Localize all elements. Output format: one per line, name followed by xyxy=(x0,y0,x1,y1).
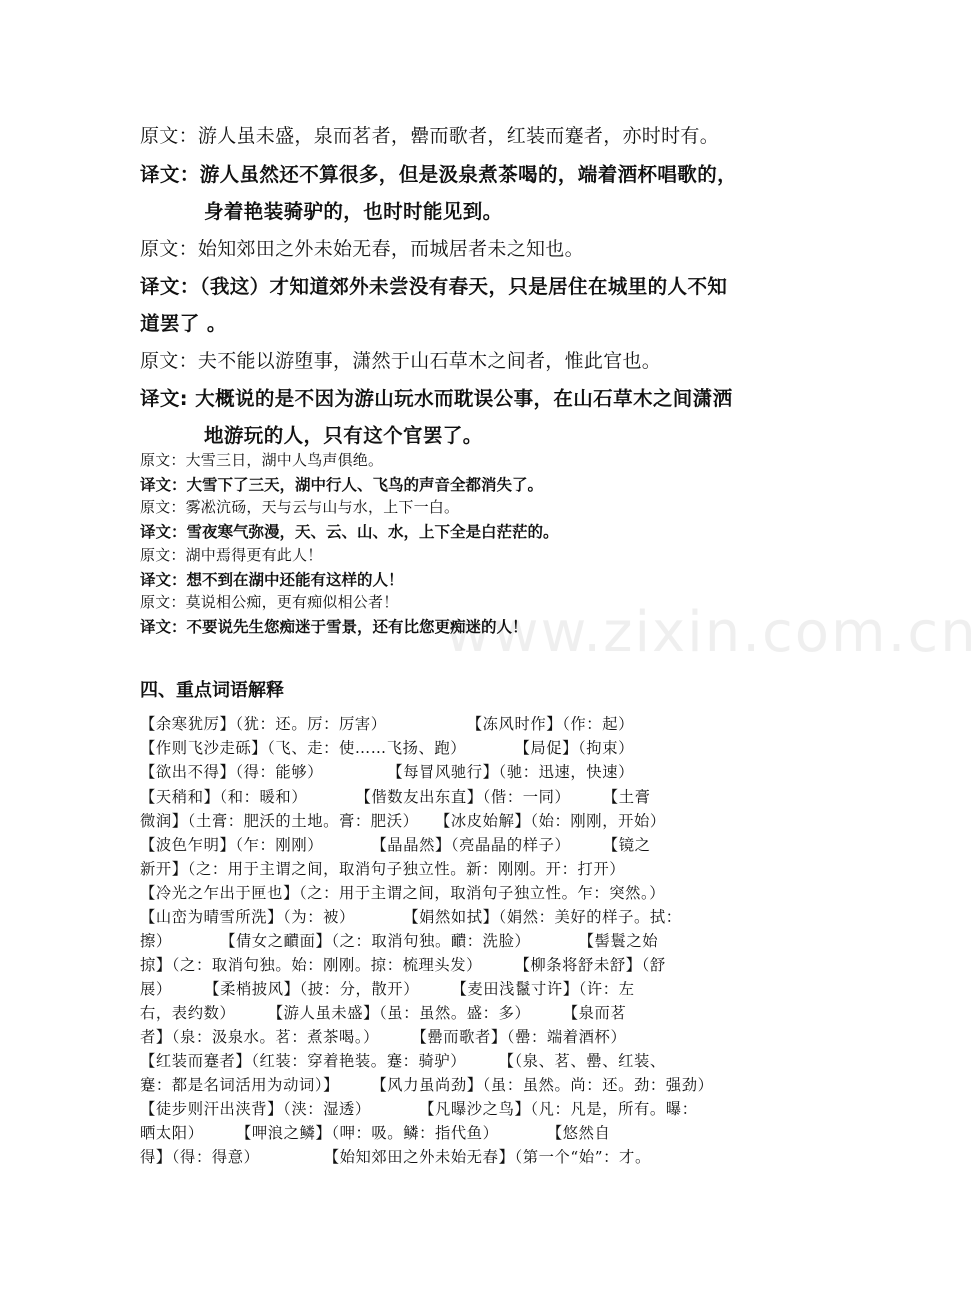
original-line: 原文：始知郊田之外未始无春，而城居者未之知也。 xyxy=(140,238,584,260)
glossary-line: 【余寒犹厉】（犹：还。厉：厉害） 【冻风时作】（作：起） xyxy=(140,715,634,733)
original-line: 原文：大雪三日，湖中人鸟声俱绝。 xyxy=(140,451,384,469)
translation-line: 译文：大雪下了三天，湖中行人、飞鸟的声音全都消失了。 xyxy=(140,476,544,494)
translation-line: 译文：不要说先生您痴迷于雪景，还有比您更痴迷的人！ xyxy=(140,618,528,636)
translation-line: 译文：想不到在湖中还能有这样的人！ xyxy=(140,571,404,589)
glossary-line: 【徒步则汗出浃背】（浃：湿透） 【凡曝沙之鸟】（凡：凡是，所有。曝： xyxy=(140,1100,698,1118)
glossary-line: 微润】（土膏：肥沃的土地。膏：肥沃） 【冰皮始解】（始：刚刚，开始） xyxy=(140,812,666,830)
glossary-line: 【冷光之乍出于匣也】（之：用于主谓之间，取消句子独立性。乍：突然。） xyxy=(140,884,666,902)
glossary-line: 【作则飞沙走砾】（飞、走：使……飞扬、跑） 【局促】（拘束） xyxy=(140,739,634,757)
translation-line: 地游玩的人，只有这个官罢了。 xyxy=(204,424,483,447)
glossary-line: 蹇：都是名词活用为动词）】 【风力虽尚劲】（虽：虽然。尚：还。劲：强劲） xyxy=(140,1076,714,1094)
glossary-line: 得】（得：得意） 【始知郊田之外未始无春】（第一个“始”：才。 xyxy=(140,1148,651,1166)
translation-line: 译文: 大概说的是不因为游山玩水而耽误公事，在山石草木之间潇洒 xyxy=(140,387,733,410)
translation-line: 译文：（我这）才知道郊外未尝没有春天，只是居住在城里的人不知 xyxy=(140,275,728,298)
translation-line: 译文：游人虽然还不算很多，但是汲泉煮茶喝的，端着酒杯唱歌的， xyxy=(140,163,738,186)
glossary-line: 新开】（之：用于主谓之间，取消句子独立性。新：刚刚。开：打开） xyxy=(140,860,626,878)
glossary-line: 【波色乍明】（乍：刚刚） 【晶晶然】（亮晶晶的样子） 【镜之 xyxy=(140,836,651,854)
original-line: 原文：莫说相公痴，更有痴似相公者！ xyxy=(140,593,399,611)
glossary-line: 右，表约数） 【游人虽未盛】（虽：虽然。盛：多） 【泉而茗 xyxy=(140,1004,627,1022)
original-line: 原文：游人虽未盛，泉而茗者，罍而歌者，红装而蹇者，亦时时有。 xyxy=(140,125,720,147)
watermark: www.zixin.com.cn xyxy=(445,600,978,665)
original-line: 原文：夫不能以游堕事，潇然于山石草木之间者，惟此官也。 xyxy=(140,350,662,372)
translation-line: 译文：雪夜寒气弥漫，天、云、山、水，上下全是白茫茫的。 xyxy=(140,523,559,541)
glossary-line: 擦） 【倩女之靧面】（之：取消句独。靧：洗脸） 【髻鬟之始 xyxy=(140,932,659,950)
translation-line: 身着艳装骑驴的，也时时能见到。 xyxy=(204,200,503,223)
glossary-line: 者】（泉：汲泉水。茗：煮茶喝。） 【罍而歌者】（罍：端着酒杯） xyxy=(140,1028,627,1046)
glossary-line: 【山峦为晴雪所洗】（为：被） 【娟然如拭】（娟然：美好的样子。拭： xyxy=(140,908,682,926)
glossary-line: 掠】（之：取消句独。始：刚刚。掠：梳理头发） 【柳条将舒未舒】（舒 xyxy=(140,956,666,974)
original-line: 原文：湖中焉得更有此人！ xyxy=(140,546,323,564)
glossary-line: 【天稍和】（和：暖和） 【偕数友出东直】（偕：一同） 【土膏 xyxy=(140,788,651,806)
glossary-line: 【红装而蹇者】（红装：穿着艳装。蹇：骑驴） 【（泉、茗、罍、红装、 xyxy=(140,1052,666,1070)
translation-line: 道罢了 。 xyxy=(140,312,227,335)
original-line: 原文：雾凇沆砀，天与云与山与水，上下一白。 xyxy=(140,498,460,516)
glossary-line: 【欲出不得】（得：能够） 【每冒风驰行】（驰：迅速，快速） xyxy=(140,763,634,781)
glossary-line: 展） 【柔梢披风】（披：分，散开） 【麦田浅鬣寸许】（许：左 xyxy=(140,980,635,998)
glossary-line: 晒太阳） 【呷浪之鳞】（呷：吸。鳞：指代鱼） 【悠然自 xyxy=(140,1124,611,1142)
section-heading: 四、重点词语解释 xyxy=(140,680,284,701)
